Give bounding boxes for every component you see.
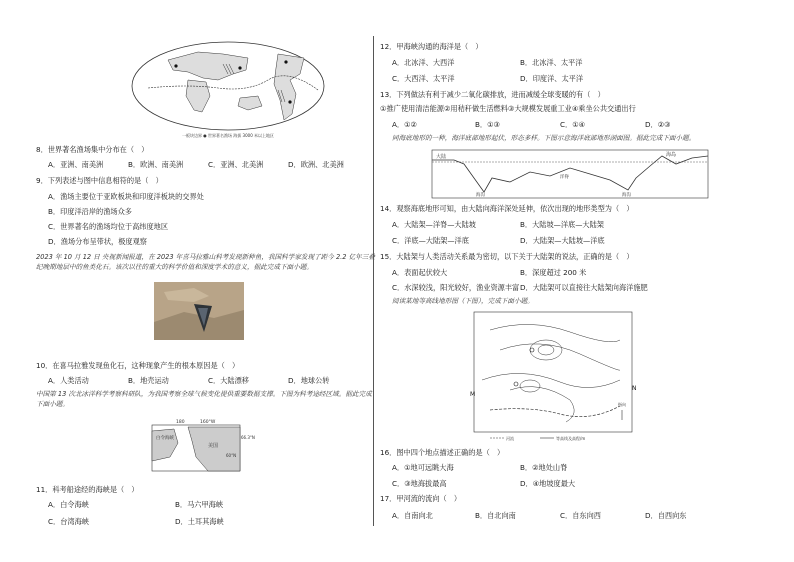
q10-option-d[interactable]: D．地球公转 <box>288 376 330 385</box>
q14-option-b[interactable]: B．大陆坡—洋底—大陆架 <box>520 220 604 229</box>
question-11-stem: 11．科考船途经的海峡是（ ） <box>36 485 139 494</box>
intro-paragraph-4: 阅读某地等高线地形图（下图），完成下面小题。 <box>392 297 534 305</box>
q16-option-c[interactable]: C．③地海拔最高 <box>392 479 447 488</box>
q10-option-c[interactable]: C．大陆漂移 <box>208 376 249 385</box>
q13-option-c[interactable]: C．①④ <box>560 120 586 129</box>
fishing-ground-dot <box>288 100 291 103</box>
q13-option-b[interactable]: B．①③ <box>475 120 501 129</box>
country-label: 美国 <box>208 443 219 449</box>
north-arrow-label: 指向 <box>618 402 626 407</box>
q9-option-d[interactable]: D．渔场分布呈带状，极度观察 <box>48 237 147 246</box>
question-14-stem: 14．观察海底地形可知，由大陆向海洋深处延伸，依次出现的地形类型为（ ） <box>380 204 634 213</box>
q17-option-b[interactable]: B．自北向南 <box>475 511 516 520</box>
lat-label-66n: 66.3°N <box>241 435 255 440</box>
question-10-stem: 10．在喜马拉雅发现鱼化石，这种现象产生的根本原因是（ ） <box>36 361 240 370</box>
seafloor-profile-figure <box>430 148 710 200</box>
profile-label-ridge: 洋脊 <box>560 175 569 180</box>
strait-map-figure <box>148 417 255 473</box>
q8-option-d[interactable]: D．欧洲、北美洲 <box>288 160 344 169</box>
lon-label-160w: 160°W <box>200 420 216 425</box>
profile-label-island: 海岛 <box>666 152 677 158</box>
q14-option-c[interactable]: C．洋底—大陆架—洋底 <box>392 236 469 245</box>
column-divider <box>373 36 374 526</box>
intro-paragraph-3: 同海底地形的一种，海洋底部地形起伏，形态多样。下图示意海洋底部地形剖面图。据此完成下面小题。 <box>392 134 696 142</box>
question-16-stem: 16．图中四个地点描述正确的是（ ） <box>380 448 505 457</box>
fishing-ground-dot <box>174 64 177 67</box>
topo-label-n: N <box>632 385 637 392</box>
topographic-map-figure <box>470 310 640 444</box>
profile-label-trench-2: 海沟 <box>622 193 631 198</box>
fossil-photo <box>154 282 244 340</box>
fishing-ground-dot <box>238 66 241 69</box>
q8-option-b[interactable]: B．欧洲、南美洲 <box>128 160 184 169</box>
q15-option-d[interactable]: D．大陆架可以直接往大陆架向海洋施肥 <box>520 283 648 292</box>
q11-option-d[interactable]: D．土耳其海峡 <box>175 517 224 526</box>
lon-label-180: 180 <box>176 420 185 425</box>
q14-option-d[interactable]: D．大陆架—大陆坡—洋底 <box>520 236 605 245</box>
question-13-stem: 13．下列做法有利于减少二氧化碳排放，进而减缓全球变暖的有（ ） <box>380 90 605 99</box>
q11-option-c[interactable]: C．台湾海峡 <box>48 517 89 526</box>
legend-contour: 等高线及高程/m <box>556 436 586 441</box>
profile-label-trench-1: 海沟 <box>476 193 485 198</box>
q12-option-b[interactable]: B．北冰洋、太平洋 <box>520 58 583 67</box>
question-13-statements: ①推广使用清洁能源②用秸秆做生活燃料③大规模发展重工业④乘坐公共交通出行 <box>380 104 636 113</box>
q15-option-b[interactable]: B．深度超过 200 米 <box>520 268 587 277</box>
q11-option-a[interactable]: A．白令海峡 <box>48 500 89 509</box>
q9-option-a[interactable]: A．渔场主要位于亚欧板块和印度洋板块的交界处 <box>48 192 204 201</box>
q9-option-b[interactable]: B．印度洋沿岸的渔场众多 <box>48 207 132 216</box>
q11-option-b[interactable]: B．马六甲海峡 <box>175 500 224 509</box>
q13-option-a[interactable]: A．①② <box>392 120 417 129</box>
q16-option-b[interactable]: B．②地处山脊 <box>520 463 568 472</box>
q14-option-a[interactable]: A．大陆架—洋脊—大陆坡 <box>392 220 476 229</box>
q16-option-d[interactable]: D．④地坡度最大 <box>520 479 576 488</box>
q16-option-a[interactable]: A．①地可远眺大海 <box>392 463 454 472</box>
intro-paragraph-2: 中国第 13 次北冰洋科学考察科研队，为我国考察全球气候变化提供重要数据支撑。下图为科考途经区域。据此完成下面小题。 <box>36 390 372 408</box>
q12-option-d[interactable]: D．印度洋、太平洋 <box>520 74 584 83</box>
q10-option-a[interactable]: A．人类活动 <box>48 376 89 385</box>
q17-option-d[interactable]: D．自西向东 <box>645 511 687 520</box>
q12-option-a[interactable]: A．北冰洋、大西洋 <box>392 58 455 67</box>
question-8-stem: 8．世界著名渔场集中分布在（ ） <box>36 145 149 154</box>
q9-option-c[interactable]: C．世界著名的渔场均位于高纬度地区 <box>48 222 169 231</box>
question-15-stem: 15．大陆架与人类活动关系最为密切，以下关于大陆架的说法，正确的是（ ） <box>380 252 634 261</box>
fishing-ground-dot <box>284 60 287 63</box>
q15-option-c[interactable]: C．水深较浅，阳光较好，渔业资源丰富 <box>392 283 520 292</box>
q10-option-b[interactable]: B．地壳运动 <box>128 376 169 385</box>
world-map-figure <box>128 40 328 140</box>
question-9-stem: 9．下列表述与图中信息相符的是（ ） <box>36 176 163 185</box>
q8-option-c[interactable]: C．亚洲、北美洲 <box>208 160 264 169</box>
intro-paragraph-1: 2023 年 10 月 12 日 央视新闻报道，在 2023 年喜马拉雅山科考发现新种鱼，我国科学家发现了距今 2.2 亿年三叠纪晚期地层中的鱼类化石。该次以往的重大的科学价值和深度学术的意义，据此完成下面小题。 <box>36 253 375 271</box>
q15-option-a[interactable]: A．表面起伏较大 <box>392 268 448 277</box>
q12-option-c[interactable]: C．大西洋、太平洋 <box>392 74 455 83</box>
q17-option-a[interactable]: A．自南向北 <box>392 511 433 520</box>
q17-option-c[interactable]: C．自东向西 <box>560 511 601 520</box>
profile-label-continent: 大陆 <box>436 154 447 160</box>
strait-label: 白令海峡 <box>156 436 174 441</box>
lat-label-60n: 60°N <box>226 453 237 458</box>
topo-label-m: M <box>470 391 476 398</box>
legend-river: 河流 <box>506 436 514 441</box>
question-17-stem: 17．甲河流的流向（ ） <box>380 494 462 503</box>
q8-option-a[interactable]: A．亚洲、南美洲 <box>48 160 104 169</box>
q13-option-d[interactable]: D．②③ <box>645 120 671 129</box>
question-12-stem: 12．甲海峡沟通的海洋是（ ） <box>380 42 483 51</box>
map1-caption: 一板块边界 ● 世界著名渔场 海拔 3000 米以上地区 <box>181 133 275 138</box>
